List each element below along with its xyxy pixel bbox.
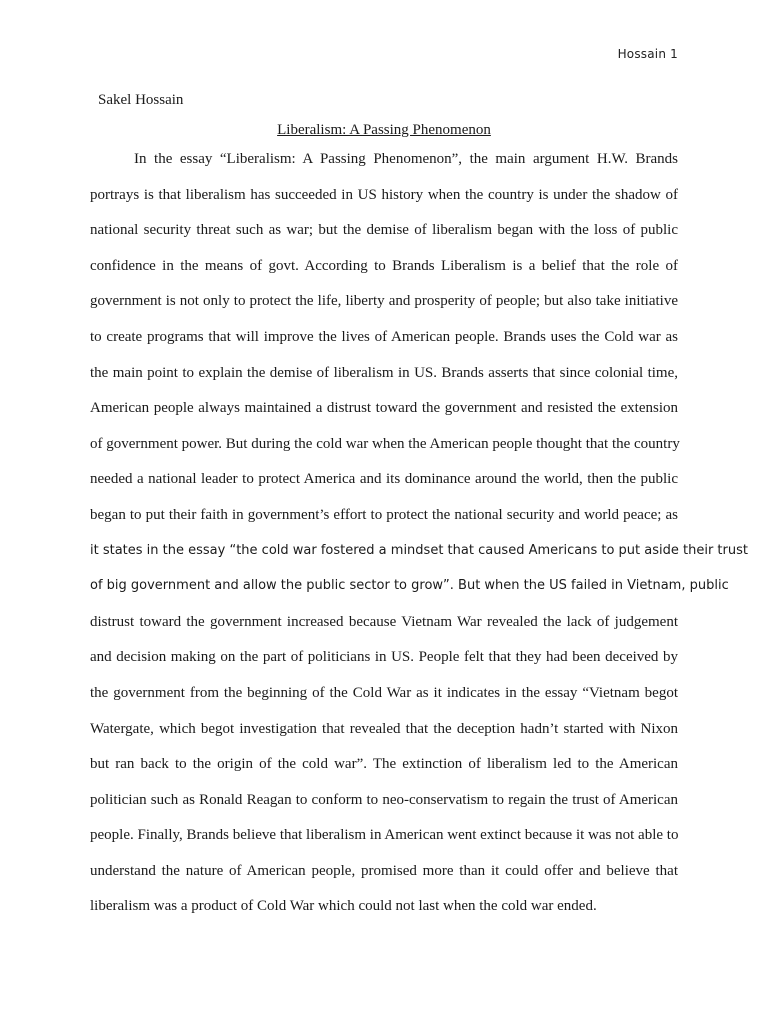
body-line: it states in the essay “the cold war fostered a mindset that caused Americans to put aside their trust	[90, 542, 748, 558]
essay-body	[90, 148, 748, 931]
body-line: of government power. But during the cold war when the American people thought that the country	[90, 435, 680, 452]
body-line: Watergate, which begot investigation that revealed that the deception hadn’t started with Nixon	[90, 720, 678, 737]
body-line: began to put their faith in government’s effort to protect the national security and world peace; as	[90, 506, 678, 523]
essay-title: Liberalism: A Passing Phenomenon	[277, 122, 491, 138]
body-line: the main point to explain the demise of liberalism in US. Brands asserts that since colonial time,	[90, 364, 678, 381]
body-line: government is not only to protect the life, liberty and prosperity of people; but also take initiative	[90, 293, 678, 310]
body-line: national security threat such as war; but the demise of liberalism began with the loss of public	[90, 222, 678, 239]
body-line: confidence in the means of govt. According to Brands Liberalism is a belief that the role of	[90, 257, 678, 274]
running-head: Hossain 1	[617, 47, 678, 61]
body-line: liberalism was a product of Cold War which could not last when the cold war ended.	[90, 898, 597, 915]
body-line: to create programs that will improve the lives of American people. Brands uses the Cold war as	[90, 328, 678, 345]
body-line: and decision making on the part of politicians in US. People felt that they had been deceived by	[90, 649, 678, 666]
body-line: American people always maintained a distrust toward the government and resisted the extension	[90, 400, 678, 417]
body-line: but ran back to the origin of the cold war”. The extinction of liberalism led to the American	[90, 756, 678, 773]
body-line: politician such as Ronald Reagan to conform to neo-conservatism to regain the trust of American	[90, 791, 678, 808]
body-line: In the essay “Liberalism: A Passing Phenomenon”, the main argument H.W. Brands	[134, 151, 678, 167]
body-line: distrust toward the government increased because Vietnam War revealed the lack of judgement	[90, 613, 678, 630]
body-line: needed a national leader to protect America and its dominance around the world, then the public	[90, 471, 678, 488]
body-line: people. Finally, Brands believe that liberalism in American went extinct because it was not able to	[90, 827, 679, 844]
body-line: the government from the beginning of the Cold War as it indicates in the essay “Vietnam begot	[90, 684, 678, 701]
body-line: understand the nature of American people, promised more than it could offer and believe that	[90, 862, 678, 879]
author-name: Sakel Hossain	[98, 92, 184, 108]
body-line: of big government and allow the public sector to grow”. But when the US failed in Vietnam, public	[90, 578, 729, 594]
body-line: portrays is that liberalism has succeeded in US history when the country is under the shadow of	[90, 186, 678, 203]
